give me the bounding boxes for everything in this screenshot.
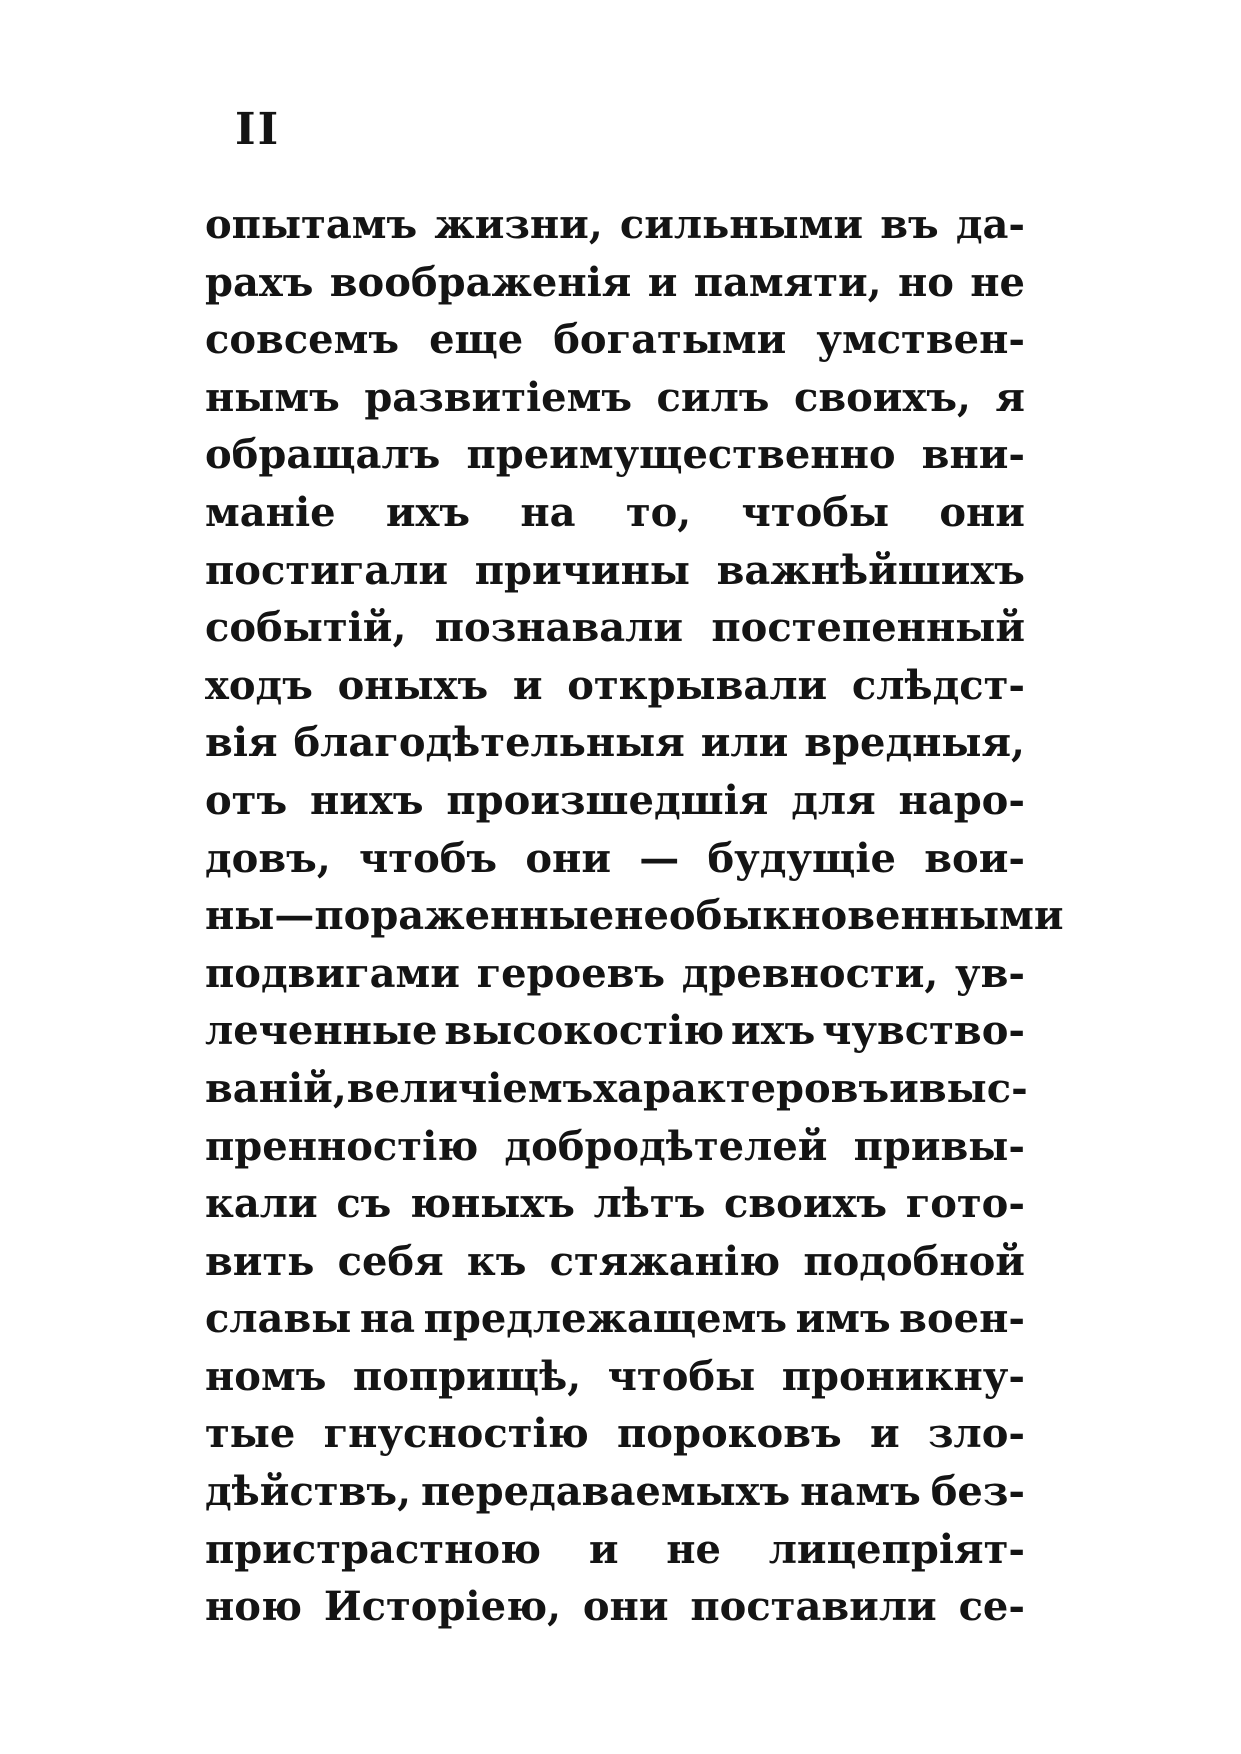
- word: ны—пораженные: [205, 892, 615, 940]
- text-line: [205, 830, 1025, 888]
- page-number: II: [235, 104, 281, 155]
- word: рахъ: [205, 258, 314, 306]
- text-line: [205, 311, 1025, 369]
- word: ходъ: [205, 661, 313, 709]
- word: наро-: [898, 776, 1025, 824]
- word: подобной: [803, 1237, 1025, 1285]
- word: благодѣтельныя: [293, 719, 685, 767]
- word: нихъ: [310, 776, 424, 824]
- word: юныхъ: [410, 1180, 575, 1228]
- word: они: [939, 488, 1025, 536]
- word: пристрастною: [205, 1525, 542, 1573]
- text-line: [205, 1290, 1025, 1348]
- word: на: [359, 1295, 416, 1343]
- word: лѣтъ: [593, 1180, 706, 1228]
- word: подвигами: [205, 949, 460, 997]
- word: и: [588, 1525, 619, 1573]
- word: высокостію: [444, 1007, 725, 1055]
- word: вни-: [921, 431, 1025, 479]
- text-line: [205, 887, 1064, 945]
- text-line: [205, 1233, 1025, 1291]
- word: я: [995, 373, 1025, 421]
- word: жизни,: [434, 201, 603, 248]
- word: лицепріят-: [768, 1525, 1025, 1573]
- word: не: [666, 1525, 721, 1573]
- word: передаваемыхъ: [420, 1468, 791, 1516]
- word: леченные: [205, 1007, 438, 1055]
- word: ною: [205, 1583, 302, 1631]
- word: ваній,: [205, 1064, 347, 1112]
- word: воен-: [899, 1295, 1025, 1343]
- word: намъ: [800, 1468, 921, 1516]
- word: но: [897, 258, 954, 306]
- text-line: [205, 1521, 1025, 1579]
- text-line: [205, 1118, 1025, 1176]
- text-line: [205, 599, 1025, 657]
- word: гото-: [905, 1180, 1025, 1228]
- word: или: [700, 719, 789, 767]
- word: довъ,: [205, 834, 331, 882]
- word: вредныя,: [804, 719, 1025, 767]
- text-line: [205, 1175, 1025, 1233]
- word: познавали: [434, 604, 684, 652]
- word: зло-: [927, 1410, 1025, 1458]
- word: развитіемъ: [364, 373, 633, 421]
- word: древности,: [681, 949, 939, 997]
- word: добродѣтелей: [504, 1122, 828, 1170]
- word: величіемъ: [346, 1064, 594, 1112]
- word: преимущественно: [466, 431, 896, 479]
- word: да-: [955, 201, 1025, 248]
- word: поставили: [690, 1583, 937, 1631]
- word: не: [970, 258, 1025, 306]
- word: и: [512, 661, 543, 709]
- word: славы: [205, 1295, 352, 1343]
- word: къ: [466, 1237, 527, 1285]
- word: вои-: [924, 834, 1025, 882]
- word: нымъ: [205, 373, 340, 421]
- word: предлежащемъ: [423, 1295, 788, 1343]
- word: кали: [205, 1180, 318, 1228]
- word: своихъ: [724, 1180, 888, 1228]
- word: будущіе: [707, 834, 896, 882]
- word: съ: [336, 1180, 392, 1228]
- word: выс-: [918, 1064, 1028, 1112]
- body-text: [205, 196, 1064, 1636]
- word: силъ: [656, 373, 770, 421]
- word: пренностію: [205, 1122, 479, 1170]
- text-line: [205, 657, 1025, 715]
- word: постигали: [205, 546, 449, 594]
- word: на: [520, 488, 576, 536]
- word: открывали: [567, 661, 828, 709]
- word: богатыми: [553, 316, 787, 364]
- text-line: [205, 196, 1025, 254]
- word: причины: [474, 546, 690, 594]
- word: сильными: [619, 201, 864, 248]
- word: и: [889, 1064, 919, 1112]
- word: чтобы: [741, 488, 890, 536]
- word: памяти,: [693, 258, 882, 306]
- word: слѣдст-: [851, 661, 1025, 709]
- word: без-: [930, 1468, 1025, 1516]
- word: проникну-: [781, 1352, 1025, 1400]
- text-line: [205, 426, 1025, 484]
- word: обращалъ: [205, 431, 441, 479]
- word: ихъ: [385, 488, 471, 536]
- word: въ: [880, 201, 939, 248]
- word: стяжанію: [549, 1237, 781, 1285]
- word: привы-: [853, 1122, 1025, 1170]
- text-line: [205, 484, 1025, 542]
- word: для: [791, 776, 876, 824]
- word: и: [647, 258, 678, 306]
- word: Исторіею,: [323, 1583, 562, 1631]
- word: характеровъ: [593, 1064, 890, 1112]
- word: событій,: [205, 604, 407, 652]
- word: поприщѣ,: [352, 1352, 582, 1400]
- word: чувство-: [822, 1007, 1025, 1055]
- word: имъ: [795, 1295, 891, 1343]
- text-line: [205, 772, 1025, 830]
- word: номъ: [205, 1352, 327, 1400]
- word: важнѣйшихъ: [716, 546, 1025, 594]
- text-line: [205, 714, 1025, 772]
- text-line: [205, 1348, 1025, 1406]
- text-line: [205, 1578, 1025, 1636]
- word: се-: [958, 1583, 1025, 1631]
- text-line: [205, 1463, 1025, 1521]
- text-line: [205, 1060, 1028, 1118]
- word: умствен-: [816, 316, 1025, 364]
- word: ув-: [955, 949, 1025, 997]
- word: еще: [429, 316, 524, 364]
- word: они: [582, 1583, 669, 1631]
- word: совсемъ: [205, 316, 400, 364]
- word: героевъ: [476, 949, 666, 997]
- word: отъ: [205, 776, 288, 824]
- word: дѣйствъ,: [205, 1468, 411, 1516]
- text-line: [205, 542, 1025, 600]
- word: вія: [205, 719, 278, 767]
- word: то,: [625, 488, 692, 536]
- word: и: [870, 1410, 900, 1458]
- word: себя: [337, 1237, 444, 1285]
- text-line: [205, 1405, 1025, 1463]
- word: опытамъ: [205, 201, 418, 248]
- word: чтобы: [607, 1352, 756, 1400]
- word: постепенный: [711, 604, 1025, 652]
- word: гнусностію: [323, 1410, 589, 1458]
- text-line: [205, 369, 1025, 427]
- word: тые: [205, 1410, 296, 1458]
- word: обыкновенными: [668, 892, 1064, 940]
- word: пороковъ: [617, 1410, 842, 1458]
- word: вить: [205, 1237, 315, 1285]
- word: воображенія: [329, 258, 632, 306]
- word: оныхъ: [337, 661, 489, 709]
- text-line: [205, 945, 1025, 1003]
- word: ихъ: [731, 1007, 816, 1055]
- word: своихъ,: [793, 373, 971, 421]
- word: произшедшія: [446, 776, 769, 824]
- word: они: [525, 834, 611, 882]
- word: чтобъ: [359, 834, 498, 882]
- text-line: [205, 1002, 1025, 1060]
- word: —: [639, 834, 680, 882]
- text-line: [205, 254, 1025, 312]
- word: не: [614, 892, 669, 940]
- word: маніе: [205, 488, 336, 536]
